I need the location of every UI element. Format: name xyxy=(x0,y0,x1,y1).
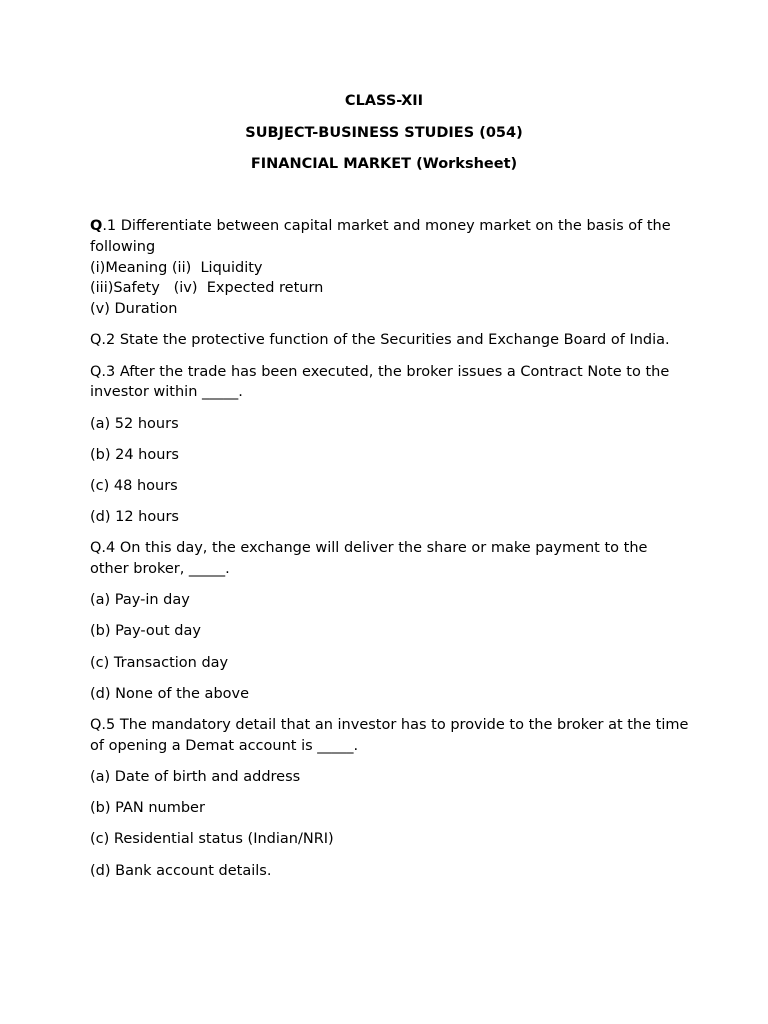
question-4-option-a: (a) Pay-in day xyxy=(90,592,190,609)
question-1-line-2: (iii)Safety (iv) Expected return xyxy=(90,280,324,297)
question-4-text: Q.4 On this day, the exchange will deliver the share or make payment to the other broker, _____. xyxy=(90,540,648,578)
topic-heading: FINANCIAL MARKET (Worksheet) xyxy=(250,156,518,172)
question-3-option-d: (d) 12 hours xyxy=(90,509,179,526)
question-3 xyxy=(90,362,690,528)
question-1-body: .1 Differentiate between capital market and money market on the basis of the following xyxy=(90,218,671,255)
question-3-option-b: (b) 24 hours xyxy=(90,446,179,463)
question-4 xyxy=(90,538,690,704)
question-4-option-c: (c) Transaction day xyxy=(90,654,229,671)
question-5-option-b: (b) PAN number xyxy=(90,800,205,817)
question-5-option-a: (a) Date of birth and address xyxy=(90,769,301,786)
questions-section xyxy=(90,216,690,881)
question-3-option-c: (c) 48 hours xyxy=(90,477,178,494)
question-1 xyxy=(90,216,690,320)
question-1-line-3: (v) Duration xyxy=(90,301,178,318)
question-5-option-c: (c) Residential status (Indian/NRI) xyxy=(90,831,334,848)
question-3-text: Q.3 After the trade has been executed, the broker issues a Contract Note to the investor within _____. xyxy=(90,363,670,401)
question-3-option-a: (a) 52 hours xyxy=(90,415,179,432)
question-4-option-d: (d) None of the above xyxy=(90,685,250,702)
question-5-option-d: (d) Bank account details. xyxy=(90,862,272,879)
question-4-option-b: (b) Pay-out day xyxy=(90,623,201,640)
subject-heading: SUBJECT-BUSINESS STUDIES (054) xyxy=(245,125,523,141)
class-heading: CLASS-XII xyxy=(344,93,424,109)
question-1-line-1: (i)Meaning (ii) Liquidity xyxy=(90,259,263,276)
question-1-label: Q xyxy=(90,218,103,234)
question-5 xyxy=(90,715,690,881)
question-1-text xyxy=(90,216,690,258)
question-5-text: Q.5 The mandatory detail that an investor has to provide to the broker at the time of opening a Demat account is _____. xyxy=(90,717,689,754)
question-2-text: Q.2 State the protective function of the Securities and Exchange Board of India. xyxy=(90,332,670,349)
